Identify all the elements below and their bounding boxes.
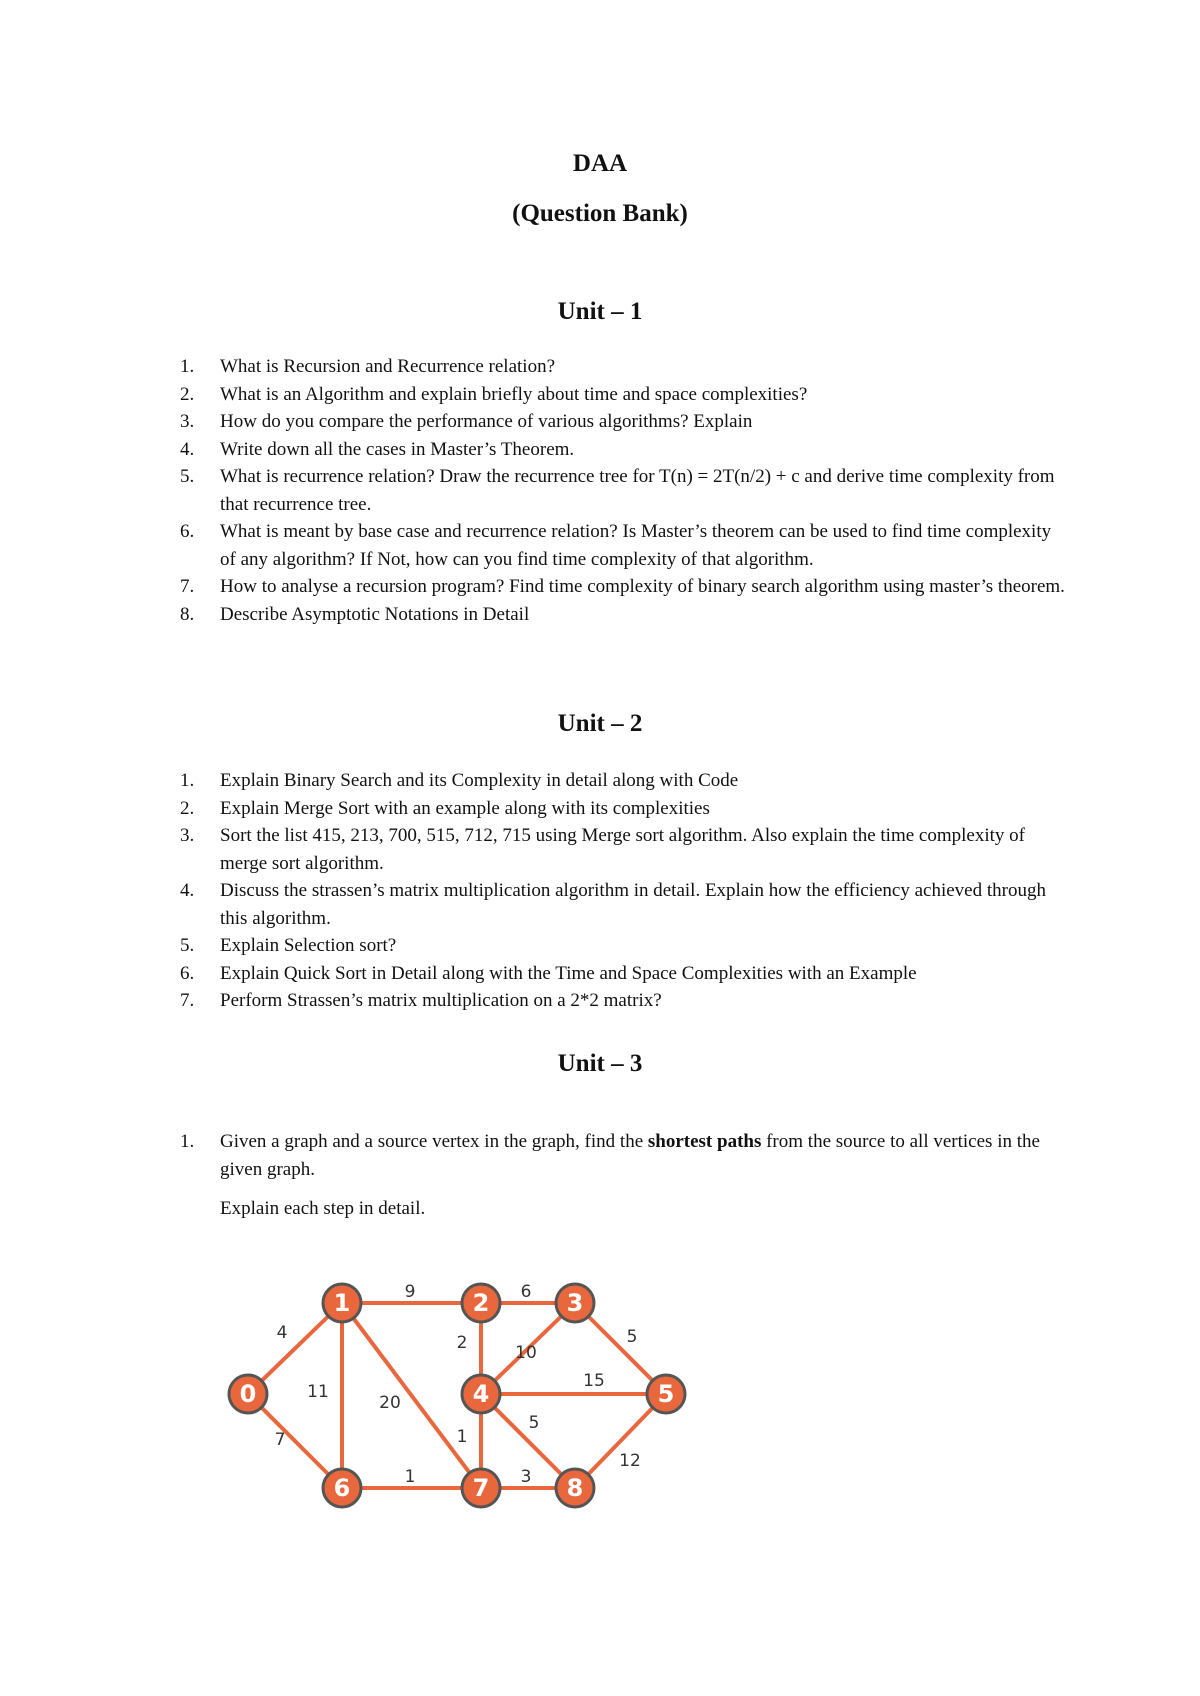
question-text-end: from the source to all vertices in the given graph.	[220, 1131, 1040, 1180]
unit-1-question-2	[180, 381, 1070, 409]
unit-3-note: Explain each step in detail.	[220, 1198, 426, 1219]
edge-weight-1-2: 9	[404, 1282, 416, 1302]
unit-2-question-list	[180, 767, 1070, 1015]
question-number: 3.	[180, 411, 195, 432]
unit-3-question-list	[180, 1128, 1070, 1183]
node-label-0: 0	[239, 1380, 257, 1408]
question-number: 2.	[180, 383, 195, 405]
unit-1-question-1	[180, 353, 1070, 381]
node-label-8: 8	[566, 1474, 584, 1502]
question-number: 2.	[180, 797, 195, 819]
unit-2-question-1	[180, 767, 1070, 795]
unit-2-question-3	[180, 822, 1070, 877]
node-label-3: 3	[566, 1289, 584, 1317]
question-text: What is an Algorithm and explain briefly about time and space complexities?	[220, 383, 808, 405]
question-number: 4.	[180, 438, 195, 460]
weighted-graph-diagram	[220, 1270, 710, 1510]
question-text: Explain Selection sort?	[220, 935, 397, 956]
document-title: DAA	[572, 150, 628, 177]
unit-2-question-6	[180, 960, 1070, 988]
edge-weight-4-7: 1	[456, 1427, 468, 1447]
unit-2-question-4	[180, 877, 1070, 932]
question-text: What is recurrence relation? Draw the recurrence tree for T(n) = 2T(n/2) + c and derive time complexity from that recurrence tree.	[220, 466, 1055, 515]
unit-2-question-2	[180, 795, 1070, 823]
question-number: 6.	[180, 521, 195, 542]
unit-2-question-7	[180, 987, 1070, 1015]
edge-weight-3-4: 10	[515, 1343, 537, 1363]
question-text-bold: shortest paths	[647, 1131, 762, 1152]
question-text-start: Given a graph and a source vertex in the graph, find the	[220, 1131, 648, 1152]
node-label-5: 5	[657, 1380, 675, 1408]
edge-weight-6-7: 1	[404, 1467, 416, 1487]
question-number: 6.	[180, 962, 195, 984]
edge-weight-0-1: 4	[276, 1323, 288, 1343]
unit-2-heading: Unit – 2	[557, 710, 643, 737]
edge-weight-7-8: 3	[520, 1467, 532, 1487]
node-label-1: 1	[333, 1289, 351, 1317]
question-text: Discuss the strassen’s matrix multiplication algorithm in detail. Explain how the efficiency achieved through this algorithm.	[220, 880, 1046, 929]
question-number: 4.	[180, 880, 195, 901]
question-text: Sort the list 415, 213, 700, 515, 712, 715 using Merge sort algorithm. Also explain the time complexity of merge sort algorithm.	[220, 825, 1025, 874]
edge-weight-5-8: 12	[619, 1451, 641, 1471]
question-text: Describe Asymptotic Notations in Detail	[220, 603, 530, 625]
edge-weight-1-6: 11	[307, 1382, 329, 1402]
question-text: What is Recursion and Recurrence relation?	[220, 356, 555, 377]
question-number: 5.	[180, 466, 195, 487]
edge-weight-2-4: 2	[456, 1333, 468, 1353]
node-label-6: 6	[333, 1474, 351, 1502]
node-label-4: 4	[472, 1380, 490, 1408]
question-number: 7.	[180, 990, 195, 1011]
unit-1-question-list	[180, 353, 1070, 628]
unit-3-question-1	[180, 1128, 1070, 1183]
question-text: Explain Quick Sort in Detail along with the Time and Space Complexities with an Example	[220, 962, 917, 984]
edge-weight-2-3: 6	[520, 1282, 532, 1302]
question-text: What is meant by base case and recurrence relation? Is Master’s theorem can be used to find time complexity of any algorithm? If Not, how can you find time complexity of that algorithm.	[220, 521, 1052, 570]
node-label-7: 7	[472, 1474, 490, 1502]
question-text: Write down all the cases in Master’s Theorem.	[220, 438, 575, 460]
document-subtitle: (Question Bank)	[512, 200, 688, 227]
question-number: 7.	[180, 576, 195, 597]
node-label-2: 2	[472, 1289, 490, 1317]
unit-3-heading: Unit – 3	[557, 1050, 643, 1077]
unit-1-question-6	[180, 518, 1070, 573]
unit-1-question-3	[180, 408, 1070, 436]
edge-weight-4-8: 5	[528, 1413, 540, 1433]
question-number: 8.	[180, 603, 195, 625]
question-text: Explain Binary Search and its Complexity in detail along with Code	[220, 770, 739, 791]
unit-1-question-7	[180, 573, 1070, 601]
edge-1-7	[342, 1303, 481, 1488]
edge-weight-1-7: 20	[379, 1393, 401, 1413]
unit-1-question-4	[180, 436, 1070, 464]
edge-weight-0-6: 7	[274, 1430, 286, 1450]
question-text: Explain Merge Sort with an example along with its complexities	[220, 797, 710, 819]
unit-1-heading: Unit – 1	[557, 298, 643, 325]
question-text: How do you compare the performance of various algorithms? Explain	[220, 411, 753, 432]
question-number: 3.	[180, 825, 195, 846]
question-number: 5.	[180, 935, 195, 956]
unit-1-question-5	[180, 463, 1070, 518]
graph-edges	[248, 1282, 666, 1488]
question-number: 1.	[180, 356, 195, 377]
question-number: 1.	[180, 770, 195, 791]
unit-2-question-5	[180, 932, 1070, 960]
unit-1-question-8	[180, 601, 1070, 629]
edge-weight-4-5: 15	[583, 1371, 605, 1391]
question-text: How to analyse a recursion program? Find time complexity of binary search algorithm using master’s theorem.	[220, 576, 1065, 597]
question-number: 1.	[180, 1131, 195, 1152]
question-text: Perform Strassen’s matrix multiplication on a 2*2 matrix?	[220, 990, 662, 1011]
edge-weight-3-5: 5	[626, 1327, 638, 1347]
